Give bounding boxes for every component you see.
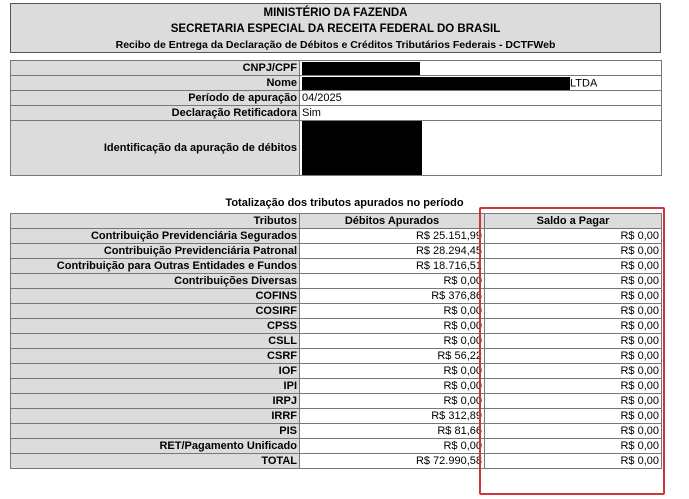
tributo-cell: CSLL: [11, 334, 300, 349]
ministry-title: MINISTÉRIO DA FAZENDA: [263, 7, 408, 19]
redaction-box: [302, 121, 422, 175]
debitos-cell: R$ 0,00: [300, 274, 485, 289]
debitos-cell: R$ 28.294,45: [300, 244, 485, 259]
info-row-retificadora: [11, 106, 662, 121]
header-saldo: Saldo a Pagar: [485, 214, 662, 229]
debitos-cell: R$ 18.716,51: [300, 259, 485, 274]
identificacao-label: Identificação da apuração de débitos: [11, 121, 300, 176]
tributo-cell: Contribuição Previdenciária Segurados: [11, 229, 300, 244]
tributo-cell: Contribuição Previdenciária Patronal: [11, 244, 300, 259]
tributo-cell: IPI: [11, 379, 300, 394]
redaction-box: [302, 77, 570, 90]
debitos-cell: R$ 0,00: [300, 439, 485, 454]
tributo-cell: RET/Pagamento Unificado: [11, 439, 300, 454]
declaration-info-table: [10, 60, 662, 176]
redaction-box: [302, 62, 420, 75]
nome-suffix: LTDA: [570, 76, 598, 89]
nome-value: [300, 76, 662, 91]
saldo-cell: R$ 0,00: [485, 379, 662, 394]
header-debitos: Débitos Apurados: [300, 214, 485, 229]
tributo-cell: TOTAL: [11, 454, 300, 469]
saldo-cell: R$ 0,00: [485, 394, 662, 409]
tributo-cell: IRPJ: [11, 394, 300, 409]
tributo-cell: IRRF: [11, 409, 300, 424]
saldo-cell: R$ 0,00: [485, 334, 662, 349]
saldo-cell: R$ 0,00: [485, 289, 662, 304]
saldo-cell: R$ 0,00: [485, 439, 662, 454]
tributo-cell: CSRF: [11, 349, 300, 364]
periodo-label: Período de apuração: [11, 91, 300, 106]
saldo-cell: R$ 0,00: [485, 304, 662, 319]
debitos-cell: R$ 0,00: [300, 334, 485, 349]
debitos-cell: R$ 0,00: [300, 304, 485, 319]
debitos-cell: R$ 0,00: [300, 379, 485, 394]
debitos-cell: R$ 0,00: [300, 319, 485, 334]
info-row-identificacao: [11, 121, 662, 176]
debitos-cell: R$ 81,66: [300, 424, 485, 439]
tributo-cell: Contribuições Diversas: [11, 274, 300, 289]
info-row-nome: [11, 76, 662, 91]
saldo-cell: R$ 0,00: [485, 229, 662, 244]
tributo-cell: IOF: [11, 364, 300, 379]
debitos-cell: R$ 56,22: [300, 349, 485, 364]
saldo-cell: R$ 0,00: [485, 259, 662, 274]
cnpj-value: [300, 61, 662, 76]
cnpj-label: CNPJ/CPF: [11, 61, 300, 76]
saldo-cell: R$ 0,00: [485, 274, 662, 289]
receipt-header: [10, 3, 661, 53]
debitos-cell: R$ 312,89: [300, 409, 485, 424]
saldo-cell: R$ 0,00: [485, 349, 662, 364]
section-title: Totalização dos tributos apurados no período: [225, 197, 464, 209]
secretariat-title: SECRETARIA ESPECIAL DA RECEITA FEDERAL DO BRASIL: [170, 23, 501, 35]
info-row-cnpj: [11, 61, 662, 76]
identificacao-value: [300, 121, 662, 176]
saldo-cell: R$ 0,00: [485, 364, 662, 379]
info-row-periodo: [11, 91, 662, 106]
tributo-cell: Contribuição para Outras Entidades e Fundos: [11, 259, 300, 274]
tributo-cell: CPSS: [11, 319, 300, 334]
saldo-cell: R$ 0,00: [485, 409, 662, 424]
periodo-value: 04/2025: [300, 91, 662, 106]
debitos-cell: R$ 72.990,58: [300, 454, 485, 469]
tributo-cell: COFINS: [11, 289, 300, 304]
receipt-title: Recibo de Entrega da Declaração de Débitos e Créditos Tributários Federais - DCTFWeb: [115, 39, 556, 51]
debitos-cell: R$ 25.151,99: [300, 229, 485, 244]
tributo-cell: PIS: [11, 424, 300, 439]
header-tributos: Tributos: [11, 214, 300, 229]
tributo-cell: COSIRF: [11, 304, 300, 319]
saldo-cell: R$ 0,00: [485, 454, 662, 469]
retificadora-label: Declaração Retificadora: [11, 106, 300, 121]
debitos-cell: R$ 0,00: [300, 364, 485, 379]
saldo-cell: R$ 0,00: [485, 244, 662, 259]
retificadora-value: Sim: [300, 106, 662, 121]
saldo-cell: R$ 0,00: [485, 424, 662, 439]
saldo-cell: R$ 0,00: [485, 319, 662, 334]
debitos-cell: R$ 0,00: [300, 394, 485, 409]
saldo-highlight-box: [479, 207, 665, 495]
nome-label: Nome: [11, 76, 300, 91]
debitos-cell: R$ 376,86: [300, 289, 485, 304]
